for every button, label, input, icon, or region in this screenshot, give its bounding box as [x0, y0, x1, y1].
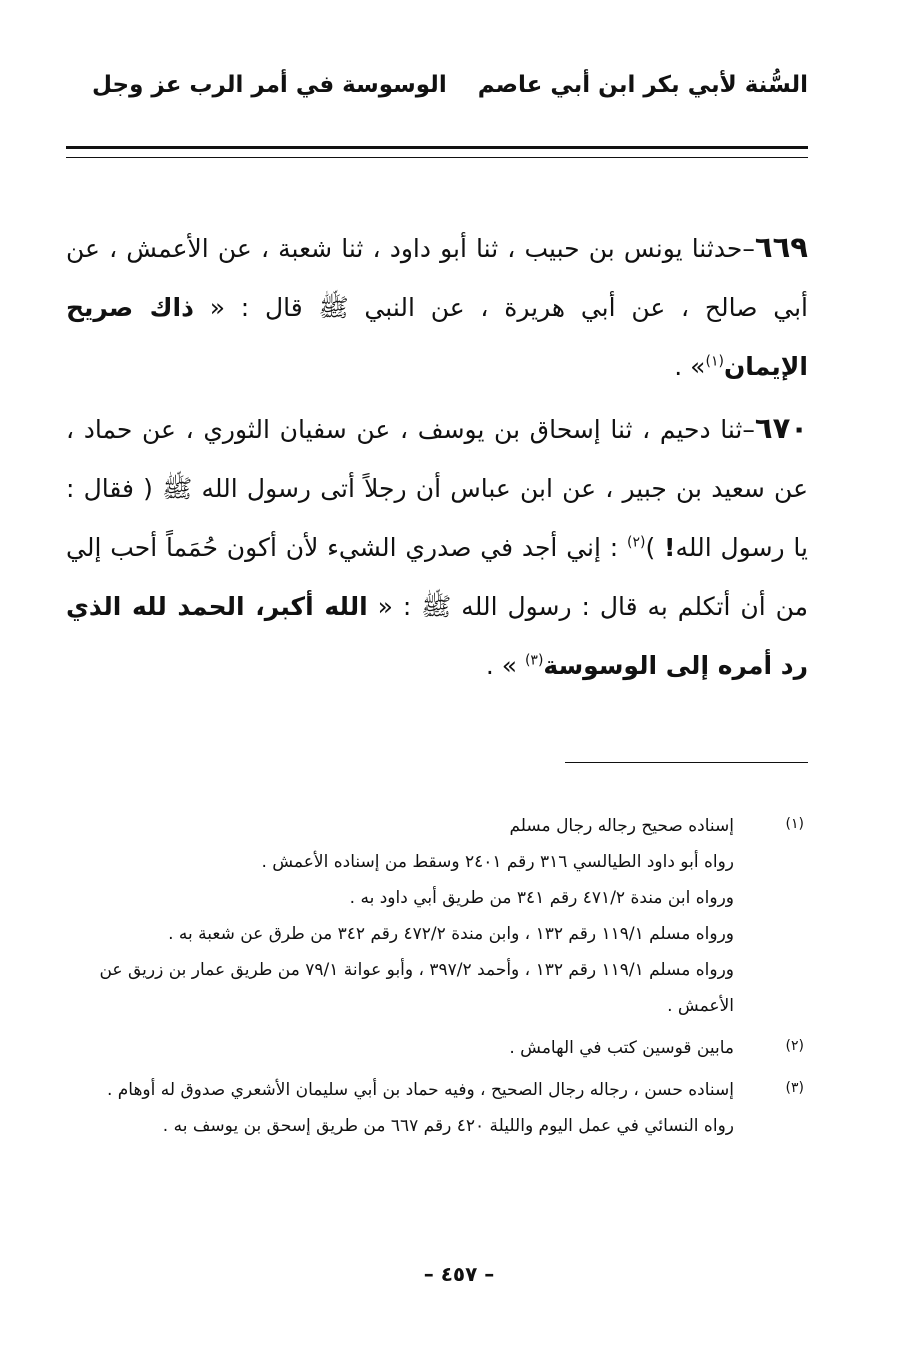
- main-text: [66, 218, 808, 695]
- footnotes: [66, 808, 808, 1144]
- footnote-line: مابين قوسين كتب في الهامش .: [509, 1038, 734, 1058]
- running-header: [60, 72, 808, 112]
- footnote-ref: (٣): [524, 652, 544, 669]
- hadith-text: –ثنا دحيم ، ثنا إسحاق بن يوسف ، عن سفيان الثوري ، عن حماد ، عن سعيد بن جبير ، عن ابن عباس أن رجلاً أتى رسول الله ﷺ ( فقال : يا رسول الله: [66, 415, 809, 562]
- book-title: السُّنة لأبي بكر ابن أبي عاصم: [477, 72, 808, 98]
- footnote-ref: (٢): [627, 534, 646, 551]
- header-rule-thick: [66, 146, 808, 149]
- footnote-line: ورواه مسلم ١١٩/١ رقم ١٣٢ ، وابن مندة ٤٧٢/٢ رقم ٣٤٢ من طرق عن شعبة به .: [168, 924, 734, 944]
- hadith-bold-text: ذاك صريح الإيمان: [66, 293, 808, 381]
- footnote-ref: (١): [705, 353, 724, 370]
- chapter-title: الوسوسة في أمر الرب عز وجل: [92, 72, 447, 98]
- page-number: – ٤٥٧ –: [423, 1262, 495, 1286]
- hadith-670: [66, 399, 808, 695]
- footnote-3: [66, 1072, 808, 1144]
- footnote-line: ورواه مسلم ١١٩/١ رقم ١٣٢ ، وأحمد ٣٩٧/٢ ، وأبو عوانة ٧٩/١ من طريق عمار بن زريق عن الأعمش .: [99, 960, 734, 1016]
- hadith-number: ٦٦٩: [754, 230, 808, 264]
- hadith-669: [66, 218, 808, 396]
- header-rule-thin: [66, 157, 808, 158]
- footnote-line: ورواه ابن مندة ٤٧١/٢ رقم ٣٤١ من طريق أبي داود به .: [349, 888, 734, 908]
- hadith-text: ): [645, 533, 665, 562]
- hadith-number: ٦٧٠: [754, 411, 808, 445]
- footnote-line: إسناده حسن ، رجاله رجال الصحيح ، وفيه حماد بن أبي سليمان الأشعري صدوق له أوهام .: [106, 1080, 734, 1100]
- hadith-text-end: » .: [674, 352, 706, 381]
- footnote-1: [66, 808, 808, 1024]
- hadith-text-end: » .: [485, 651, 525, 680]
- hadith-bold-text: الله أكبر، الحمد لله الذي رد أمره إلى الوسوسة: [66, 592, 808, 680]
- footnote-2: [66, 1030, 808, 1066]
- hadith-text: : إني أجد في صدري الشيء لأن أكون حُمَماً أحب إلي من أن أتكلم به قال : رسول الله ﷺ : «: [66, 533, 808, 621]
- footnote-mark: (٢): [785, 1038, 804, 1054]
- footnote-line: رواه النسائي في عمل اليوم والليلة ٤٢٠ رقم ٦٦٧ من طريق إسحق بن يوسف به .: [162, 1116, 734, 1136]
- hadith-bold-text: !: [664, 533, 676, 562]
- footnote-separator: [565, 762, 808, 763]
- footnote-mark: (١): [785, 816, 804, 832]
- footnote-line: إسناده صحيح رجاله رجال مسلم: [509, 816, 734, 836]
- footnote-line: رواه أبو داود الطيالسي ٣١٦ رقم ٢٤٠١ وسقط من إسناده الأعمش .: [261, 852, 734, 872]
- footnote-mark: (٣): [785, 1080, 804, 1096]
- hadith-text: –حدثنا يونس بن حبيب ، ثنا أبو داود ، ثنا شعبة ، عن الأعمش ، عن أبي صالح ، عن أبي هريرة ، عن النبي ﷺ قال : «: [66, 234, 808, 322]
